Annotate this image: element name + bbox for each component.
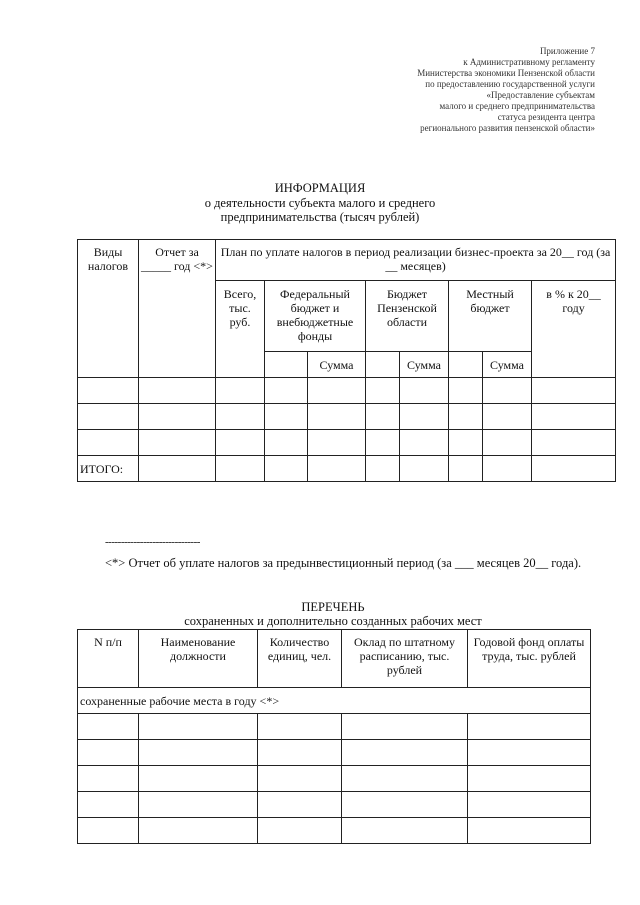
cell[interactable] xyxy=(139,430,216,456)
col-federal-budget: Федеральный бюджет и внебюджетные фонды xyxy=(265,281,366,352)
appendix-line: регионального развития пензенской области» xyxy=(420,123,595,133)
section-row: сохраненные рабочие места в году <*> xyxy=(78,688,591,714)
cell[interactable] xyxy=(139,456,216,482)
cell[interactable] xyxy=(342,740,468,766)
cell[interactable] xyxy=(78,378,139,404)
cell[interactable] xyxy=(468,766,591,792)
col-position: Наименование должности xyxy=(139,630,258,688)
cell[interactable] xyxy=(139,766,258,792)
cell[interactable] xyxy=(449,430,483,456)
col-local-budget: Местный бюджет xyxy=(449,281,532,352)
cell[interactable] xyxy=(265,404,308,430)
info-heading: ИНФОРМАЦИЯ xyxy=(274,181,366,195)
cell[interactable] xyxy=(400,404,449,430)
info-subtitle-line2: предпринимательства (тысяч рублей) xyxy=(220,210,420,224)
col-plan: План по уплате налогов в период реализации бизнес-проекта за 20__ год (за __ месяцев) xyxy=(216,240,616,281)
cell[interactable] xyxy=(139,792,258,818)
cell[interactable] xyxy=(449,456,483,482)
table-row xyxy=(78,404,616,430)
cell[interactable] xyxy=(258,766,342,792)
cell[interactable] xyxy=(139,404,216,430)
appendix-line: статуса резидента центра xyxy=(497,112,595,122)
cell[interactable] xyxy=(400,378,449,404)
sum-label: Сумма xyxy=(308,352,366,378)
info-title xyxy=(0,181,640,225)
cell[interactable] xyxy=(139,740,258,766)
cell[interactable] xyxy=(258,714,342,740)
table-row xyxy=(78,714,591,740)
cell[interactable] xyxy=(258,740,342,766)
col-tax-types: Виды налогов xyxy=(78,240,139,378)
footnote-separator: ------------------------------ xyxy=(105,536,200,548)
cell[interactable] xyxy=(366,430,400,456)
cell[interactable] xyxy=(449,378,483,404)
cell[interactable] xyxy=(342,714,468,740)
cell[interactable] xyxy=(483,456,532,482)
list-subheading: сохраненных и дополнительно созданных рабочих мест xyxy=(184,614,482,628)
appendix-line: по предоставлению государственной услуги xyxy=(425,79,595,89)
cell[interactable] xyxy=(78,430,139,456)
cell[interactable] xyxy=(265,352,308,378)
appendix-line: к Административному регламенту xyxy=(463,57,595,67)
cell[interactable] xyxy=(483,378,532,404)
cell[interactable] xyxy=(258,792,342,818)
cell[interactable] xyxy=(400,430,449,456)
col-number: N п/п xyxy=(78,630,139,688)
total-label: ИТОГО: xyxy=(78,456,139,482)
cell[interactable] xyxy=(449,352,483,378)
cell[interactable] xyxy=(468,818,591,844)
cell[interactable] xyxy=(366,352,400,378)
cell[interactable] xyxy=(366,404,400,430)
cell[interactable] xyxy=(468,714,591,740)
appendix-line: «Предоставление субъектам xyxy=(486,90,595,100)
cell[interactable] xyxy=(366,378,400,404)
cell[interactable] xyxy=(78,792,139,818)
cell[interactable] xyxy=(139,714,258,740)
cell[interactable] xyxy=(532,378,616,404)
cell[interactable] xyxy=(400,456,449,482)
cell[interactable] xyxy=(265,456,308,482)
total-row xyxy=(78,456,616,482)
table-row xyxy=(78,766,591,792)
sum-label: Сумма xyxy=(483,352,532,378)
cell[interactable] xyxy=(342,792,468,818)
cell[interactable] xyxy=(483,430,532,456)
cell[interactable] xyxy=(258,818,342,844)
list-title xyxy=(0,600,640,628)
cell[interactable] xyxy=(308,430,366,456)
cell[interactable] xyxy=(265,378,308,404)
col-total: Всего, тыс. руб. xyxy=(216,281,265,378)
tax-table xyxy=(77,239,616,482)
cell[interactable] xyxy=(78,740,139,766)
table-row xyxy=(78,792,591,818)
col-count: Количество единиц, чел. xyxy=(258,630,342,688)
cell[interactable] xyxy=(308,378,366,404)
cell[interactable] xyxy=(449,404,483,430)
col-annual-fund: Годовой фонд оплаты труда, тыс. рублей xyxy=(468,630,591,688)
sum-label: Сумма xyxy=(400,352,449,378)
table-row xyxy=(78,430,616,456)
cell[interactable] xyxy=(308,404,366,430)
cell[interactable] xyxy=(216,378,265,404)
info-subtitle-line1: о деятельности субъекта малого и среднего xyxy=(204,195,436,210)
cell[interactable] xyxy=(532,456,616,482)
cell[interactable] xyxy=(216,430,265,456)
footnote: <*> Отчет об уплате налогов за предынвестиционный период (за ___ месяцев 20__ года). xyxy=(105,556,582,570)
appendix-line: Приложение 7 xyxy=(539,46,595,56)
appendix-line: малого и среднего предпринимательства xyxy=(439,101,595,111)
col-report-year: Отчет за _____ год <*> xyxy=(139,240,216,378)
cell[interactable] xyxy=(532,430,616,456)
cell[interactable] xyxy=(139,378,216,404)
cell[interactable] xyxy=(342,766,468,792)
cell[interactable] xyxy=(216,404,265,430)
table-row xyxy=(78,740,591,766)
cell[interactable] xyxy=(468,792,591,818)
table-row xyxy=(78,818,591,844)
cell[interactable] xyxy=(78,404,139,430)
cell[interactable] xyxy=(468,740,591,766)
appendix-header xyxy=(417,46,595,134)
cell[interactable] xyxy=(139,818,258,844)
list-heading: ПЕРЕЧЕНЬ xyxy=(301,600,365,614)
cell[interactable] xyxy=(78,818,139,844)
cell[interactable] xyxy=(366,456,400,482)
col-regional-budget: Бюджет Пензенской области xyxy=(366,281,449,352)
cell[interactable] xyxy=(308,456,366,482)
staff-table xyxy=(77,629,591,844)
cell[interactable] xyxy=(483,404,532,430)
appendix-line: Министерства экономики Пензенской области xyxy=(417,68,595,78)
col-salary: Оклад по штатному расписанию, тыс. рублей xyxy=(342,630,468,688)
table-row xyxy=(78,378,616,404)
col-percent: в % к 20__ году xyxy=(532,281,616,378)
cell[interactable] xyxy=(216,456,265,482)
cell[interactable] xyxy=(78,714,139,740)
cell[interactable] xyxy=(532,404,616,430)
cell[interactable] xyxy=(265,430,308,456)
cell[interactable] xyxy=(342,818,468,844)
cell[interactable] xyxy=(78,766,139,792)
